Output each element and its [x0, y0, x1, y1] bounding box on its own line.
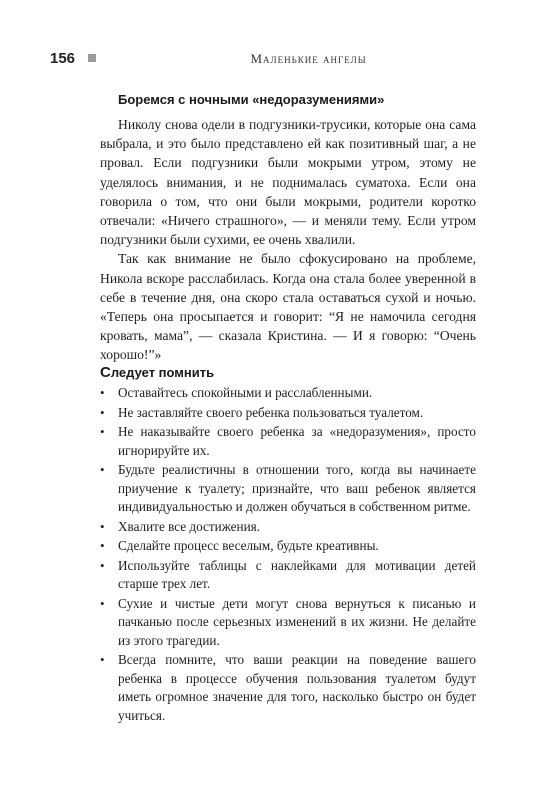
list-item	[100, 461, 476, 517]
remember-heading	[100, 364, 214, 381]
list-item	[100, 651, 476, 725]
list-item-text: Будьте реалистичны в отношении того, когда вы начинаете приучение к туалету; признайте, что ваш ребенок является индивидуальностью и должен обучаться в собственном ритме.	[118, 462, 476, 514]
section-heading: Боремся с ночными «недоразумениями»	[118, 92, 385, 107]
list-item-text: Хвалите все достижения.	[118, 518, 260, 534]
paragraph: Николу снова одели в подгузники-трусики, которые она сама выбрала, и это было представлено ей как позитивный шаг, а не провал. Если подгузники были мокрыми утром, этому не уделялось внимания, и не поднималась суматоха. Если она говорила о том, что они были мокрыми, родители коротко отвечали: «Ничего страшного», — и меняли тему. Если утром подгузники были сухими, ее очень хвалили.	[100, 117, 476, 248]
bullet-icon: •	[100, 557, 105, 573]
running-title: Маленькие ангелы	[250, 51, 367, 66]
list-item-text: Сделайте процесс веселым, будьте креативны.	[118, 538, 379, 553]
bullet-icon: •	[100, 652, 105, 667]
list-item-text: Сухие и чистые дети могут снова вернуться к писанью и пачканью после серьезных изменений в их жизни. Не делайте из этого трагедии.	[118, 595, 476, 648]
bullet-icon: •	[100, 538, 105, 553]
page-number: 156	[50, 50, 76, 67]
list-item	[100, 423, 476, 460]
remember-heading-initial: С	[100, 364, 111, 381]
remember-heading-rest: ледует помнить	[110, 365, 215, 380]
remember-list	[100, 384, 476, 726]
list-item-text: Всегда помните, что ваши реакции на поведение вашего ребенка в процессе обучения пользования туалетом будут иметь огромное значение для того, насколько быстро он будет учиться.	[118, 652, 476, 723]
list-item	[100, 557, 476, 594]
list-item	[100, 537, 476, 556]
page-header	[50, 50, 507, 70]
list-item	[100, 595, 476, 651]
paragraph: Так как внимание не было сфокусировано на проблеме, Никола вскоре расслабилась. Когда она стала более уверенной в себе в течение дня, она скоро стала оставаться сухой и ночью. «Теперь она просыпается и говорит: “Я не намочила сегодня кровать, мама”, — сказала Кристина. — И я говорю: “Очень хорошо!”»	[100, 251, 476, 363]
bullet-icon: •	[100, 462, 105, 477]
list-item	[100, 518, 476, 537]
bullet-icon: •	[100, 595, 105, 611]
list-item	[100, 404, 476, 423]
bullet-icon: •	[100, 424, 105, 439]
list-item-text: Не заставляйте своего ребенка пользоваться туалетом.	[118, 404, 424, 420]
list-item-text: Используйте таблицы с наклейками для мотивации детей старше трех лет.	[118, 557, 476, 591]
bullet-icon: •	[100, 404, 105, 420]
list-item-text: Оставайтесь спокойными и расслабленными.	[118, 385, 373, 400]
bullet-icon: •	[100, 385, 105, 400]
list-item	[100, 384, 476, 403]
bullet-icon: •	[100, 518, 105, 534]
list-item-text: Не наказывайте своего ребенка за «недоразумения», просто игнорируйте их.	[118, 424, 476, 458]
body-text	[100, 115, 476, 365]
